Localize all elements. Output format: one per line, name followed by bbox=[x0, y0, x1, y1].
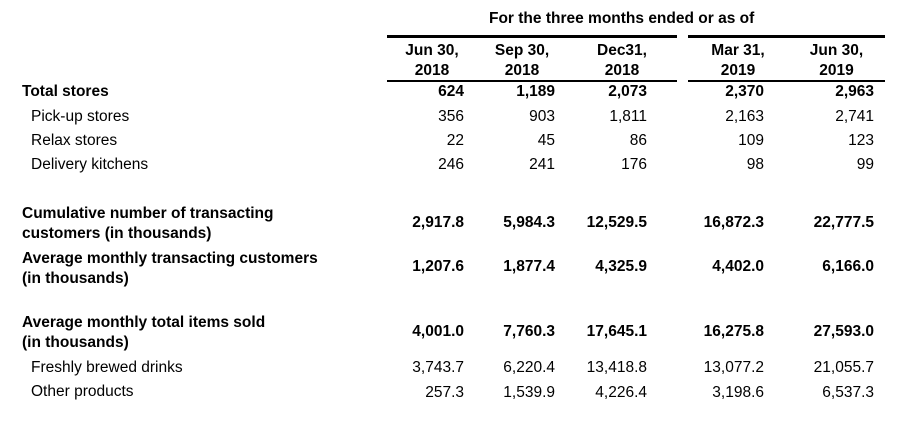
table-cell: 3,743.7 bbox=[412, 359, 464, 376]
column-header-line1: Mar 31, bbox=[711, 42, 765, 59]
header-bottom-rule-left bbox=[387, 80, 677, 82]
row-label-pickup-stores: Pick-up stores bbox=[31, 108, 130, 125]
table-cell: 1,189 bbox=[516, 83, 555, 100]
row-label-line1: Average monthly transacting customers bbox=[22, 250, 318, 267]
column-header-line1: Dec31, bbox=[597, 42, 647, 59]
table-cell: 2,963 bbox=[835, 83, 874, 100]
table-cell: 12,529.5 bbox=[586, 214, 647, 231]
row-label-line1: Average monthly total items sold bbox=[22, 314, 266, 331]
column-header-line1: Sep 30, bbox=[494, 42, 550, 59]
row-label-line1: Cumulative number of transacting bbox=[22, 205, 274, 222]
table-cell: 13,418.8 bbox=[586, 359, 647, 376]
column-header-line1: Jun 30, bbox=[405, 42, 459, 59]
table-cell: 99 bbox=[856, 156, 874, 173]
table-cell: 903 bbox=[529, 108, 555, 125]
row-label-avg-monthly-items bbox=[22, 313, 265, 353]
table-cell: 3,198.6 bbox=[712, 384, 764, 401]
table-cell: 356 bbox=[438, 108, 464, 125]
table-cell: 17,645.1 bbox=[586, 323, 647, 340]
column-header-line2: 2018 bbox=[414, 62, 450, 79]
table-cell: 6,537.3 bbox=[822, 384, 874, 401]
table-cell: 176 bbox=[621, 156, 647, 173]
table-cell: 1,539.9 bbox=[503, 384, 555, 401]
table-cell: 109 bbox=[738, 132, 764, 149]
table-cell: 6,220.4 bbox=[503, 359, 555, 376]
table-cell: 21,055.7 bbox=[813, 359, 874, 376]
column-header-line2: 2018 bbox=[604, 62, 640, 79]
row-label-other-products: Other products bbox=[31, 383, 134, 400]
table-cell: 123 bbox=[848, 132, 874, 149]
table-cell: 22,777.5 bbox=[813, 214, 874, 231]
table-cell: 4,325.9 bbox=[595, 258, 647, 275]
table-cell: 1,207.6 bbox=[412, 258, 464, 275]
table-cell: 4,402.0 bbox=[712, 258, 764, 275]
table-cell: 86 bbox=[629, 132, 647, 149]
column-header-line2: 2019 bbox=[819, 62, 854, 79]
table-cell: 4,001.0 bbox=[412, 323, 464, 340]
table-cell: 22 bbox=[446, 132, 464, 149]
column-header-jun-2018 bbox=[387, 41, 477, 81]
table-cell: 16,275.8 bbox=[703, 323, 764, 340]
header-top-rule-right bbox=[688, 35, 885, 38]
column-header-dec-2018 bbox=[567, 41, 677, 81]
table-cell: 4,226.4 bbox=[595, 384, 647, 401]
column-header-jun-2019 bbox=[788, 41, 885, 81]
table-cell: 6,166.0 bbox=[822, 258, 874, 275]
table-cell: 2,370 bbox=[725, 83, 764, 100]
row-label-avg-monthly-customers bbox=[22, 249, 318, 289]
table-cell: 246 bbox=[438, 156, 464, 173]
column-header-line2: 2018 bbox=[504, 62, 540, 79]
table-cell: 45 bbox=[537, 132, 555, 149]
period-caption: For the three months ended or as of bbox=[489, 10, 755, 27]
row-label-delivery-kitchens: Delivery kitchens bbox=[31, 156, 149, 173]
column-header-line2: 2019 bbox=[720, 62, 756, 79]
table-cell: 27,593.0 bbox=[813, 323, 874, 340]
table-cell: 13,077.2 bbox=[703, 359, 764, 376]
row-label-line2: (in thousands) bbox=[22, 270, 129, 287]
table-cell: 1,811 bbox=[609, 108, 647, 125]
table-cell: 257.3 bbox=[425, 384, 464, 401]
column-header-line1: Jun 30, bbox=[809, 42, 864, 59]
column-header-mar-2019 bbox=[688, 41, 788, 81]
row-label-relax-stores: Relax stores bbox=[31, 132, 118, 149]
row-label-line2: customers (in thousands) bbox=[22, 225, 212, 242]
table-cell: 241 bbox=[529, 156, 555, 173]
row-label-freshly-brewed-drinks: Freshly brewed drinks bbox=[31, 359, 183, 376]
row-label-total-stores: Total stores bbox=[22, 83, 109, 100]
table-cell: 2,073 bbox=[608, 83, 647, 100]
row-label-cumulative-customers bbox=[22, 204, 273, 244]
table-cell: 7,760.3 bbox=[503, 323, 555, 340]
table-cell: 2,741 bbox=[835, 108, 874, 125]
table-cell: 16,872.3 bbox=[703, 214, 764, 231]
table-cell: 624 bbox=[438, 83, 464, 100]
column-header-sep-2018 bbox=[477, 41, 567, 81]
row-label-line2: (in thousands) bbox=[22, 334, 129, 351]
header-bottom-rule-right bbox=[688, 80, 885, 82]
table-cell: 2,917.8 bbox=[412, 214, 464, 231]
header-top-rule-left bbox=[387, 35, 677, 38]
table-cell: 98 bbox=[746, 156, 764, 173]
table-cell: 2,163 bbox=[725, 108, 764, 125]
table-cell: 5,984.3 bbox=[503, 214, 555, 231]
table-cell: 1,877.4 bbox=[503, 258, 555, 275]
